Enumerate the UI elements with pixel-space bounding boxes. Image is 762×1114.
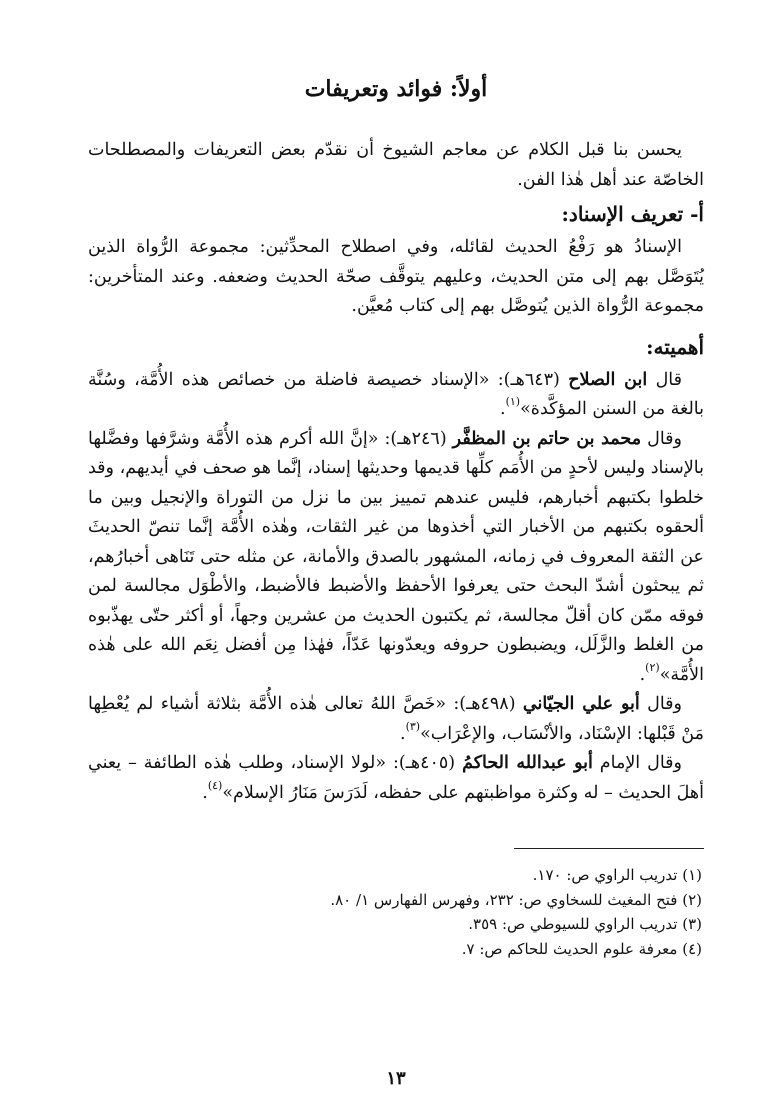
quote-end: . xyxy=(500,399,506,419)
page-title: أولاً: فوائد وتعريفات xyxy=(304,76,488,102)
footnote-divider xyxy=(514,848,704,849)
footnote-4: (٤) معرفة علوم الحديث للحاكم ص: ٧. xyxy=(461,939,702,958)
footnote-3: (٣) تدريب الراوي للسيوطي ص: ٣٥٩. xyxy=(468,915,702,933)
section-heading-importance: أهميته: xyxy=(646,334,704,359)
quote-intro: وقال الإمام xyxy=(599,753,682,773)
scholar-name: أبو علي الجيّاني xyxy=(522,694,640,714)
quote-intro: وقال xyxy=(647,694,682,714)
quote-text: (٦٤٣هـ): «الإسناد خصيصة فاضلة من خصائص هذه الأُمَّة، وسُنَّة بالغة من السنن المؤكَّدة» xyxy=(88,369,704,419)
quote-end: . xyxy=(639,664,646,685)
quote-paragraph-ibn-muzaffar xyxy=(88,425,704,691)
footnotes xyxy=(88,863,704,961)
scholar-name: محمد بن حاتم بن المظفَّر xyxy=(452,428,642,449)
footnote-ref[interactable]: (١) xyxy=(505,395,521,409)
page-number: ١٣ xyxy=(386,1068,406,1089)
scholar-name: ابن الصلاح xyxy=(568,369,648,390)
quote-paragraph-hakim xyxy=(88,749,704,808)
quote-end: . xyxy=(400,723,406,744)
quote-paragraph-jayyani xyxy=(88,690,704,749)
footnote-2: (٢) فتح المغيث للسخاوي ص: ٢٣٢، وفهرس الفهارس ١/ ٨٠. xyxy=(330,890,702,909)
footnote-ref[interactable]: (٤) xyxy=(207,778,223,792)
book-page xyxy=(88,70,704,1100)
quote-text: (٤٠٥هـ): «لولا الإسناد، وطلب هٰذه الطائفة – يعني أهلَ الحديث – له وكثرة مواظبتهم على حفظه، لَدَرَسَ مَنَارُ الإسلام» xyxy=(88,753,704,803)
footnote-1: (١) تدريب الراوي ص: ١٧٠. xyxy=(532,866,702,884)
quote-intro: وقال xyxy=(647,428,682,449)
scholar-name: أبو عبدالله الحاكمُ xyxy=(462,753,593,773)
quote-text: (٢٤٦هـ): «إنَّ الله أكرم هذه الأُمَّة وشرَّفها وفضَّلها بالإسناد وليس لأحدٍ من الأُمَم كلِّها قديمها وحديثها إسناد، إنَّما هو صحف في أيديهم، وقد خلطوا بكتبهم أخبارهم، فليس عندهم تمييز بين ما نزل من التوراة والإنجيل وبين ما ألحقوه بكتبهم من الأخبار التي أخذوها من غير الثقات، وهٰذه الأُمَّة إنَّما تنصّ الحديثَ عن الثقة المعروف في زمانه، المشهور بالصدق والأمانة، عن مثله حتى تَنَاهى أخبارُهم، ثم يبحثون أشدّ البحث حتى يعرفوا الأحفظ والأضبط فالأضبط، والأطْوَل مجالسة لمن فوقه ممّن كان أقلّ مجالسة، ثم يكتبون الحديث من عشرين وجهاً، أو أكثر حتّى يهذّبوه من الغلط والزَّلَل، ويضبطون حروفه ويعدّونها عَدّاً، فهٰذا مِن أفضل نِعَم الله على هٰذه الأُمَّة» xyxy=(88,428,704,685)
isnad-definition-paragraph: الإسنادُ هو رَفْعُ الحديث لقائله، وفي اصطلاح المحدِّثين: مجموعة الرُّواة الذين يُتَوَصَّل بهم إلى متن الحديث، وعليهم يتوقَّف صحّة الحديث وضعفه. وعند المتأخرين: مجموعة الرُّواة الذين يُتوصَّل بهم إلى كتاب مُعيَّن. xyxy=(88,237,704,316)
section-heading-isnad-definition: أ- تعريف الإسناد: xyxy=(561,202,704,226)
intro-paragraph: يحسن بنا قبل الكلام عن معاجم الشيوخ أن نقدّم بعض التعريفات والمصطلحات الخاصّة عند أهل هٰذا الفن. xyxy=(88,140,704,190)
quote-paragraph-ibn-salah xyxy=(88,366,704,425)
quote-end: . xyxy=(202,782,208,803)
footnote-ref[interactable]: (٣) xyxy=(405,719,421,733)
footnote-ref[interactable]: (٢) xyxy=(645,660,660,674)
quote-text: (٤٩٨هـ): «خَصَّ اللهُ تعالى هٰذه الأُمَّة بثلاثة أشياء لم يُعْطِها مَنْ قَبْلها: الإسْنَاد، والأنْسَاب، والإعْرَاب» xyxy=(88,694,704,744)
quote-intro: قال xyxy=(655,369,682,390)
